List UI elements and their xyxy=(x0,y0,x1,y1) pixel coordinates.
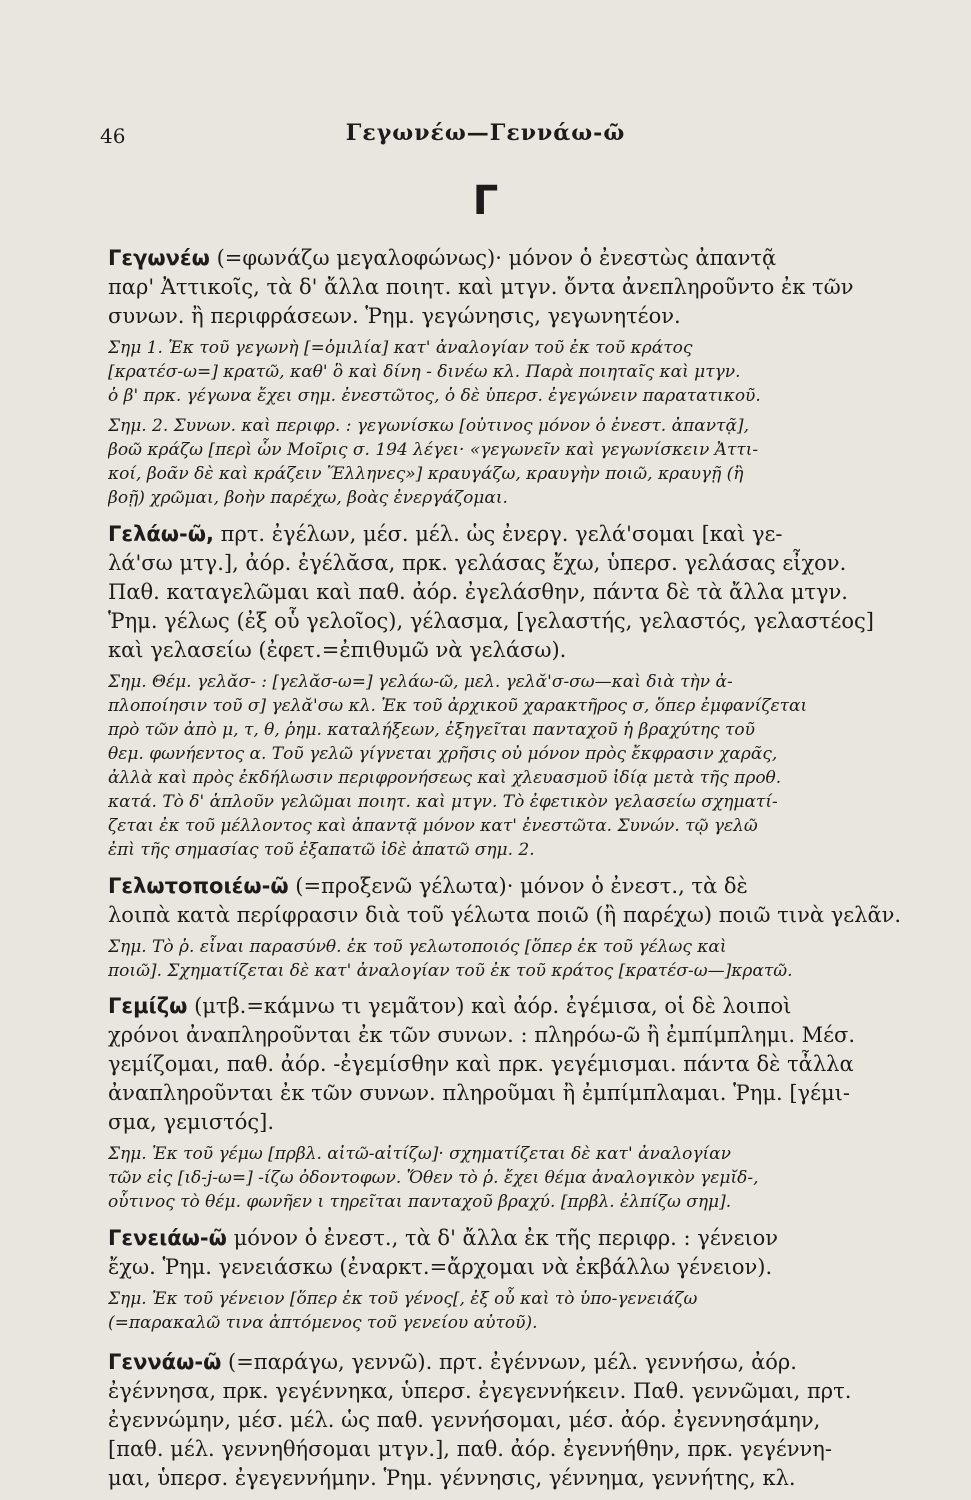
note-line: οὗτινος τὸ θέμ. φωνῆεν ι τηρεῖται πανταχοῦ βραχύ. [πρβλ. ἐλπίζω σημ]. xyxy=(108,1192,732,1212)
headword: Γεγωνέω xyxy=(108,246,210,270)
entry-line: ἀναπληροῦνται ἐκ τῶν συνων. πληροῦμαι ἢ ἐμπίμπλαμαι. Ῥημ. [γέμι- xyxy=(108,1081,850,1105)
entry-line: Γελάω-ῶ, πρτ. ἐγέλων, μέσ. μέλ. ὡς ἐνεργ. γελά'σομαι [καὶ γε- xyxy=(108,522,783,546)
note-line: Σημ. Ἐκ τοῦ γέμω [πρβλ. αἰτῶ-αἰτίζω]· σχηματίζεται δὲ κατ' ἀναλογίαν xyxy=(108,1144,731,1164)
headword: Γενειάω-ῶ xyxy=(108,1226,227,1250)
entry-line: παρ' Ἀττικοῖς, τὰ δ' ἄλλα ποιητ. καὶ μτγν. ὄντα ἀνεπληροῦντο ἐκ τῶν xyxy=(108,275,854,299)
entry-line: Γεννάω-ῶ (=παράγω, γεννῶ). πρτ. ἐγέννων, μέλ. γεννήσω, ἀόρ. xyxy=(108,1350,797,1374)
entry-line: γεμίζομαι, παθ. ἀόρ. -ἐγεμίσθην καὶ πρκ. γεγέμισμαι. πάντα δὲ τἆλλα xyxy=(108,1052,854,1076)
entry-line: Γεγωνέω (=φωνάζω μεγαλοφώνως)· μόνον ὁ ἐνεστὼς ἀπαντᾷ xyxy=(108,246,777,270)
note-line: Σημ. Ἐκ τοῦ γένειον [ὅπερ ἐκ τοῦ γένος[, ἐξ οὗ καὶ τὸ ὑπο-γενειάζω xyxy=(108,1289,698,1309)
note-line: κατά. Τὸ δ' ἁπλοῦν γελῶμαι ποιητ. καὶ μτγν. Τὸ ἐφετικὸν γελασείω σχηματί- xyxy=(108,792,778,812)
entry-line: λοιπὰ κατὰ περίφρασιν διὰ τοῦ γέλωτα ποιῶ (ἢ παρέχω) ποιῶ τινὰ γελᾶν. xyxy=(108,903,902,927)
section-letter: Γ xyxy=(472,178,499,224)
entry-line: ἔχω. Ῥημ. γενειάσκω (ἐναρκτ.=ἄρχομαι νὰ ἐκβάλλω γένειον). xyxy=(108,1255,773,1279)
note-line: πλοποίησιν τοῦ σ] γελᾰ'σω κλ. Ἐκ τοῦ ἀρχικοῦ χαρακτῆρος σ, ὅπερ ἐμφανίζεται xyxy=(108,696,808,716)
entry-line: μαι, ὑπερσ. ἐγεγεννήμην. Ῥημ. γέννησις, γέννημα, γεννήτης, κλ. xyxy=(108,1466,796,1490)
entry-line: συνων. ἢ περιφράσεων. Ῥημ. γεγώνησις, γεγωνητέον. xyxy=(108,304,681,328)
entry-line: Γεμίζω (μτβ.=κάμνω τι γεμᾶτον) καὶ ἀόρ. ἐγέμισα, οἱ δὲ λοιποὶ xyxy=(108,994,792,1018)
note-line: βοῇ) χρῶμαι, βοὴν παρέχω, βοὰς ἐνεργάζομαι. xyxy=(108,488,508,508)
headword: Γελωτοποιέω-ῶ xyxy=(108,874,289,898)
headword: Γεμίζω xyxy=(108,994,188,1018)
entry-line: Γελωτοποιέω-ῶ (=προξενῶ γέλωτα)· μόνον ὁ ἐνεστ., τὰ δὲ xyxy=(108,874,748,898)
note-line: τῶν εἰς [ιδ-j-ω=] -ίζω ὀδοντοφων. Ὅθεν τὸ ῥ. ἔχει θέμα ἀναλογικὸν γεμῐδ-, xyxy=(108,1168,759,1188)
note-line: ἀλλὰ καὶ πρὸς ἐκδήλωσιν περιφρονήσεως καὶ χλευασμοῦ ἰδίᾳ μετὰ τῆς προθ. xyxy=(108,768,782,788)
note-line: (=παρακαλῶ τινα ἁπτόμενος τοῦ γενείου αὐτοῦ). xyxy=(108,1313,538,1333)
running-head: Γεγωνέω—Γεννάω-ῶ xyxy=(345,120,626,146)
entry-line: Παθ. καταγελῶμαι καὶ παθ. ἀόρ. ἐγελάσθην, πάντα δὲ τὰ ἄλλα μτγν. xyxy=(108,580,848,604)
entry-line: ἐγέννησα, πρκ. γεγέννηκα, ὑπερσ. ἐγεγεννήκειν. Παθ. γεννῶμαι, πρτ. xyxy=(108,1379,852,1403)
headword: Γελάω-ῶ, xyxy=(108,522,214,546)
entry-line: σμα, γεμιστός]. xyxy=(108,1110,275,1134)
note-line: ἐπὶ τῆς σημασίας τοῦ ἐξαπατῶ ἰδὲ ἀπατῶ σημ. 2. xyxy=(108,840,535,860)
entry-line: [παθ. μέλ. γεννηθήσομαι μτγν.], παθ. ἀόρ. ἐγεννήθην, πρκ. γεγέννη- xyxy=(108,1437,832,1461)
headword: Γεννάω-ῶ xyxy=(108,1350,222,1374)
note-line: [κρατέσ-ω=] κρατῶ, καθ' ὃ καὶ δίνη - δινέω κλ. Παρὰ ποιηταῖς καὶ μτγν. xyxy=(108,362,741,382)
note-line: ὁ β' πρκ. γέγωνα ἔχει σημ. ἐνεστῶτος, ὁ δὲ ὑπερσ. ἐγεγώνειν παρατατικοῦ. xyxy=(108,386,761,406)
note-line: ποιῶ]. Σχηματίζεται δὲ κατ' ἀναλογίαν τοῦ ἐκ τοῦ κράτος [κρατέσ-ω—]κρατῶ. xyxy=(108,961,793,981)
note-line: πρὸ τῶν ἀπὸ μ, τ, θ, ῥημ. καταλήξεων, ἐξηγεῖται πανταχοῦ ἡ βραχύτης τοῦ xyxy=(108,720,755,740)
note-line: ζεται ἐκ τοῦ μέλλοντος καὶ ἀπαντᾷ μόνον κατ' ἐνεστῶτα. Συνών. τῷ γελῶ xyxy=(108,816,758,836)
entry-line: Ῥημ. γέλως (ἐξ οὗ γελοῖος), γέλασμα, [γελαστής, γελαστός, γελαστέος] xyxy=(108,609,874,633)
note-line: κοί, βοᾶν δὲ καὶ κράζειν Ἕλληνες»] κραυγάζω, κραυγὴν ποιῶ, κραυγῇ (ἢ xyxy=(108,464,744,484)
entry-line: λά'σω μτγ.], ἀόρ. ἐγέλᾰσα, πρκ. γελάσας ἔχω, ὑπερσ. γελάσας εἶχον. xyxy=(108,551,847,575)
entry-line: ἐγεννώμην, μέσ. μέλ. ὡς παθ. γεννήσομαι, μέσ. ἀόρ. ἐγεννησάμην, xyxy=(108,1408,821,1432)
entry-line: Γενειάω-ῶ μόνον ὁ ἐνεστ., τὰ δ' ἄλλα ἐκ τῆς περιφρ. : γένειον xyxy=(108,1226,779,1250)
note-line: βοῶ κράζω [περὶ ὧν Μοῖρις σ. 194 λέγει· «γεγωνεῖν καὶ γεγωνίσκειν Ἀττι- xyxy=(108,440,759,460)
note-line: Σημ. 2. Συνων. καὶ περιφρ. : γεγωνίσκω [οὐτινος μόνον ὁ ἐνεστ. ἀπαντᾷ], xyxy=(108,416,749,436)
entry-line: χρόνοι ἀναπληροῦνται ἐκ τῶν συνων. : πληρόω-ῶ ἢ ἐμπίμπλημι. Μέσ. xyxy=(108,1023,856,1047)
note-line: Σημ. Τὸ ῥ. εἶναι παρασύνθ. ἐκ τοῦ γελωτοποιός [ὅπερ ἐκ τοῦ γέλως καὶ xyxy=(108,937,727,957)
note-line: Σημ. Θέμ. γελᾰσ- : [γελᾰσ-ω=] γελάω-ῶ, μελ. γελᾰ'σ-σω—καὶ διὰ τὴν ἀ- xyxy=(108,672,733,692)
note-line: θεμ. φωνήεντος α. Τοῦ γελῶ γίγνεται χρῆσις οὐ μόνον πρὸς ἔκφρασιν χαρᾶς, xyxy=(108,744,778,764)
entry-line: καὶ γελασείω (ἐφετ.=ἐπιθυμῶ νὰ γελάσω). xyxy=(108,638,567,662)
page-number: 46 xyxy=(100,124,126,148)
note-line: Σημ 1. Ἐκ τοῦ γεγωνὴ [=ὁμιλία] κατ' ἀναλογίαν τοῦ ἐκ τοῦ κράτος xyxy=(108,338,693,358)
